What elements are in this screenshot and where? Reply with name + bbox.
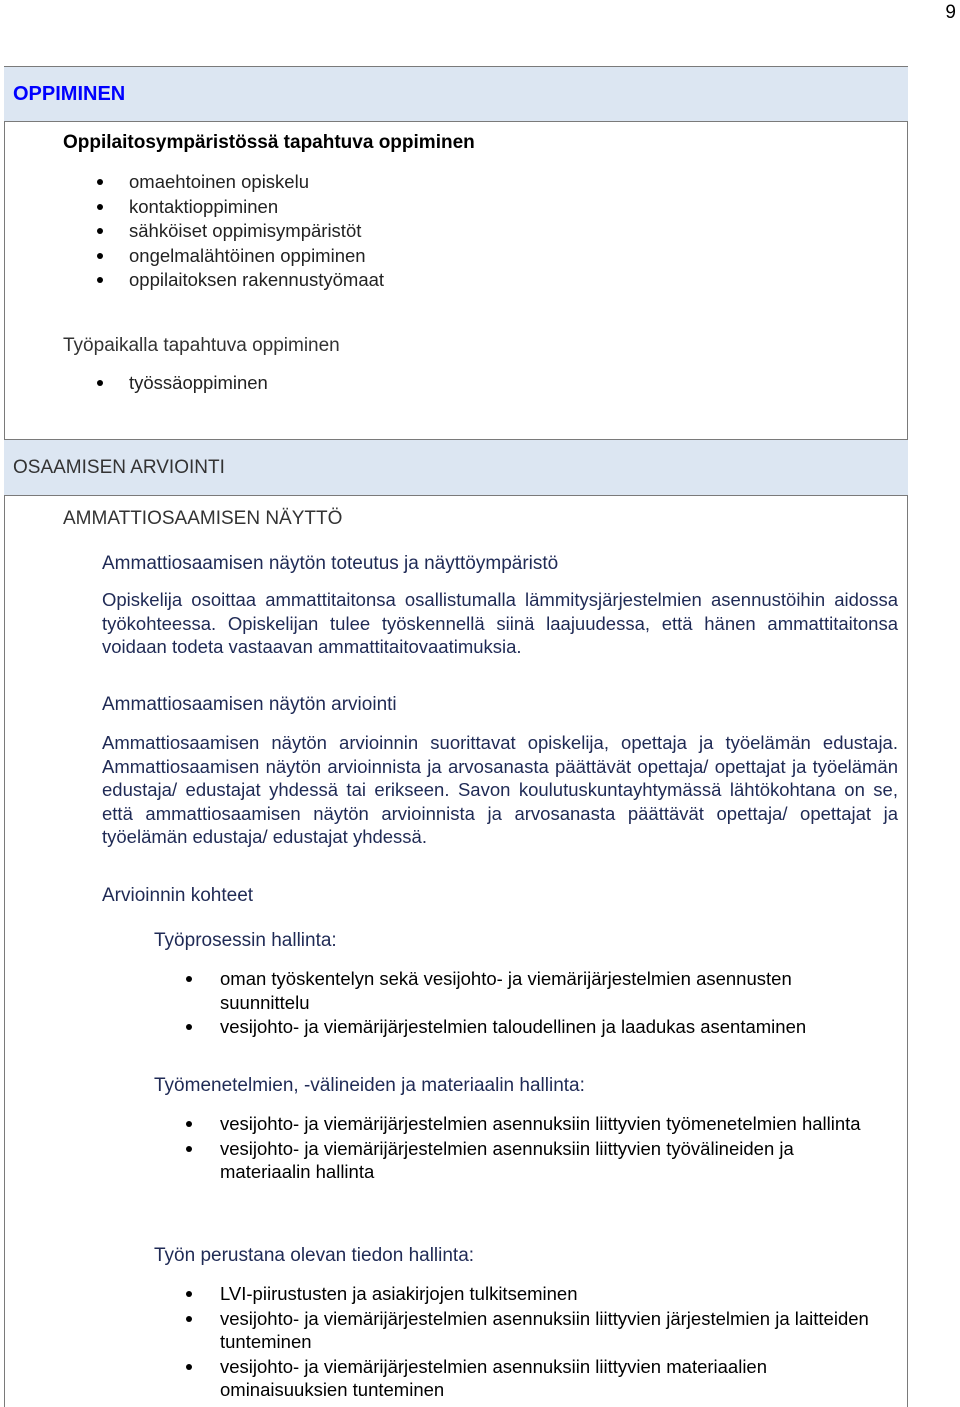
heading-tyopaikka: Työpaikalla tapahtuva oppiminen — [63, 335, 340, 356]
tieto-list — [220, 1282, 870, 1403]
list-item: vesijohto- ja viemärijärjestelmien asennuksiin liittyvien työvälineiden ja materiaalin hallinta — [220, 1137, 870, 1184]
section-title-oppiminen: OPPIMINEN — [13, 83, 126, 105]
bullet-icon — [186, 1024, 192, 1030]
tyoprosessi-list — [220, 967, 870, 1040]
heading-arviointi: Ammattiosaamisen näytön arviointi — [102, 694, 397, 715]
tyomenetelmat-list — [220, 1112, 870, 1185]
heading-oppilaitos: Oppilaitosympäristössä tapahtuva oppiminen — [63, 132, 475, 153]
list-item: ongelmalähtöinen oppiminen — [129, 244, 384, 269]
bullet-icon — [186, 1316, 192, 1322]
list-item: vesijohto- ja viemärijärjestelmien asennuksiin liittyvien työmenetelmien hallinta — [220, 1112, 870, 1136]
section-title-arviointi: OSAAMISEN ARVIOINTI — [13, 457, 225, 478]
tyopaikka-list — [129, 371, 268, 396]
heading-tyoprosessi: Työprosessin hallinta: — [154, 930, 337, 951]
list-item: omaehtoinen opiskelu — [129, 170, 384, 195]
oppilaitos-list — [129, 170, 384, 293]
bullet-icon — [186, 1364, 192, 1370]
heading-kohteet: Arvioinnin kohteet — [102, 885, 254, 906]
toteutus-paragraph: Opiskelija osoittaa ammattitaitonsa osallistumalla lämmitysjärjestelmien asennustöihin aidossa työkohteessa. Opiskelijan tulee työskennellä siinä laajuudessa, että hänen ammattitaitonsa voidaan todeta vastaavan ammattitaitovaatimuksia. — [102, 589, 898, 657]
list-item: kontaktioppiminen — [129, 195, 384, 220]
bullet-icon — [97, 179, 103, 185]
list-item: LVI-piirustusten ja asiakirjojen tulkitseminen — [220, 1282, 870, 1306]
bullet-icon — [97, 204, 103, 210]
bullet-icon — [186, 976, 192, 982]
bullet-icon — [186, 1146, 192, 1152]
bullet-icon — [97, 228, 103, 234]
list-item: vesijohto- ja viemärijärjestelmien asennuksiin liittyvien materiaalien ominaisuuksien tunteminen — [220, 1355, 870, 1402]
heading-tieto: Työn perustana olevan tiedon hallinta: — [154, 1245, 475, 1266]
heading-tyomenetelmat: Työmenetelmien, -välineiden ja materiaalin hallinta: — [154, 1075, 585, 1096]
bullet-icon — [97, 253, 103, 259]
section-header-oppiminen — [4, 66, 908, 122]
subtitle-nautto: AMMATTIOSAAMISEN NÄYTTÖ — [63, 508, 343, 529]
page-number: 9 — [945, 2, 956, 23]
heading-toteutus: Ammattiosaamisen näytön toteutus ja näyttöympäristö — [102, 553, 559, 574]
list-item: työssäoppiminen — [129, 371, 268, 396]
list-item: vesijohto- ja viemärijärjestelmien taloudellinen ja laadukas asentaminen — [220, 1015, 870, 1039]
bullet-icon — [97, 277, 103, 283]
list-item: vesijohto- ja viemärijärjestelmien asennuksiin liittyvien järjestelmien ja laitteiden tunteminen — [220, 1307, 870, 1354]
bullet-icon — [97, 380, 103, 386]
list-item: oman työskentelyn sekä vesijohto- ja viemärijärjestelmien asennusten suunnittelu — [220, 967, 870, 1014]
bullet-icon — [186, 1121, 192, 1127]
section-header-arviointi — [4, 439, 908, 496]
list-item: oppilaitoksen rakennustyömaat — [129, 268, 384, 293]
list-item: sähköiset oppimisympäristöt — [129, 219, 384, 244]
bullet-icon — [186, 1291, 192, 1297]
arviointi-paragraph: Ammattiosaamisen näytön arvioinnin suorittavat opiskelija, opettaja ja työelämän edustaja. Ammattiosaamisen näytön arvioinnista ja arvosanasta päättävät opettaja/ opettajat ja työelämän edustaja/ edustajat yhdessä tai erikseen. Savon koulutuskuntayhtymässä lähtökohtana on se, että ammattiosaamisen näytön arvioinnista ja arvosanasta päättävät opettaja/ opettajat ja työelämän edustaja/ edustajat yhdessä. — [102, 732, 898, 847]
